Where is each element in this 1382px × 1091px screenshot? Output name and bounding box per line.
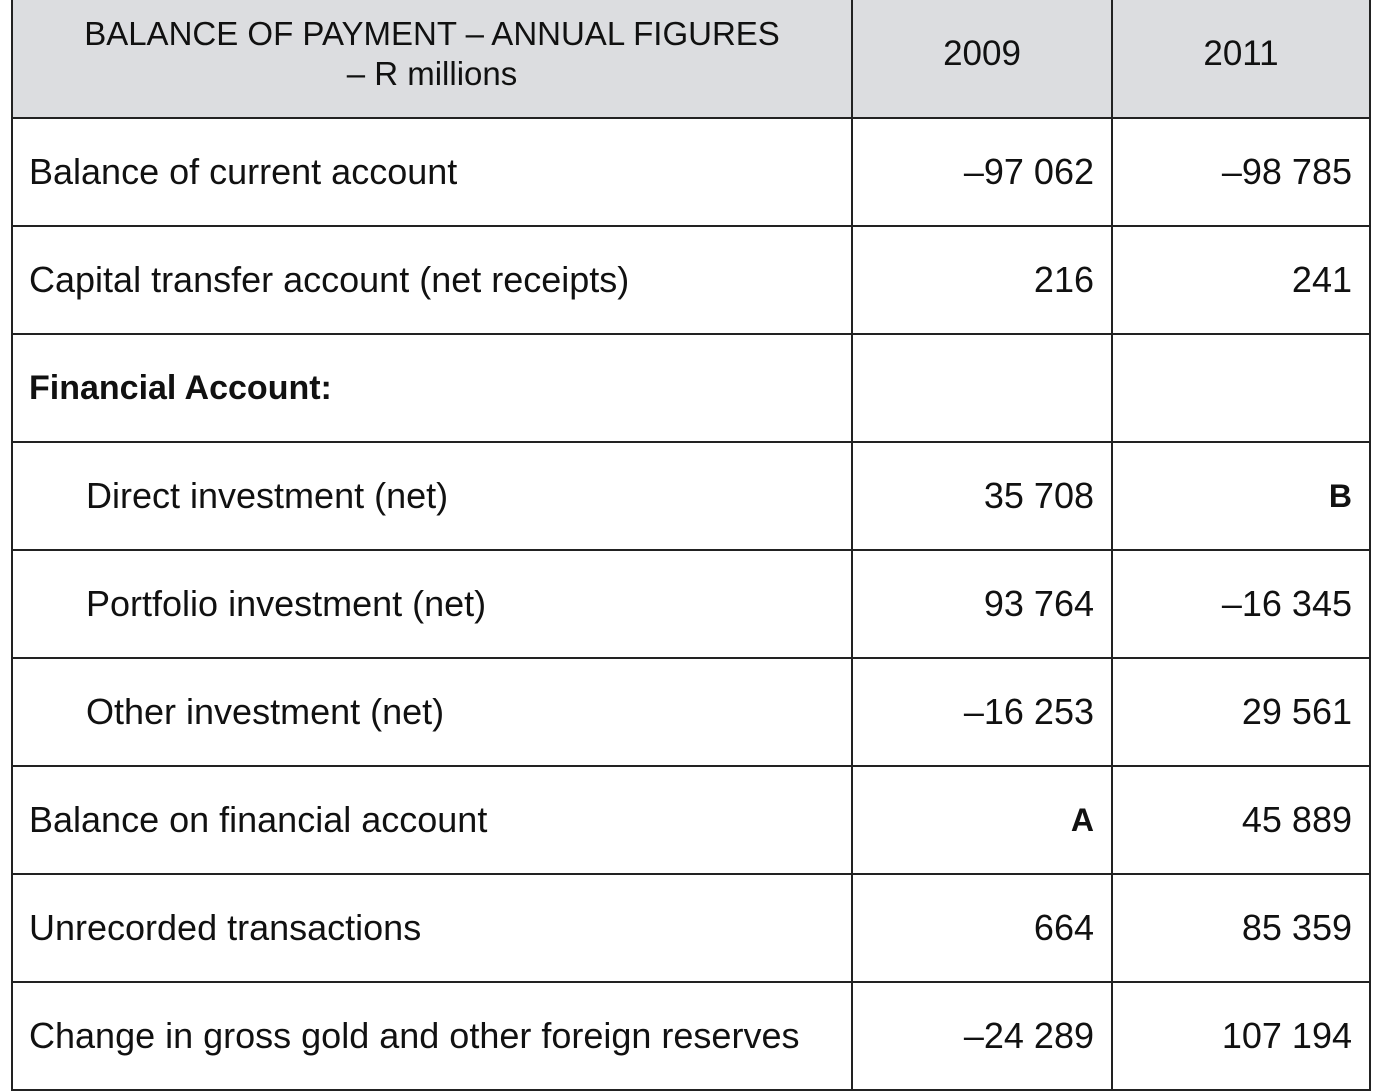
- value-2009: 664: [852, 874, 1112, 982]
- row-label: Other investment (net): [12, 658, 852, 766]
- value-2011: –16 345: [1112, 550, 1370, 658]
- row-label: Balance on financial account: [12, 766, 852, 874]
- value-2011: 45 889: [1112, 766, 1370, 874]
- table-row-other-investment: [12, 658, 1370, 766]
- value-2009: –16 253: [852, 658, 1112, 766]
- table-row-balance-current-account: [12, 118, 1370, 226]
- value-2011: –98 785: [1112, 118, 1370, 226]
- row-label: Change in gross gold and other foreign reserves: [12, 982, 852, 1090]
- value-2009: [852, 334, 1112, 442]
- value-2009: 35 708: [852, 442, 1112, 550]
- value-2009: –97 062: [852, 118, 1112, 226]
- table-row-direct-investment: [12, 442, 1370, 550]
- value-2011: 29 561: [1112, 658, 1370, 766]
- value-2009: 216: [852, 226, 1112, 334]
- value-2009: –24 289: [852, 982, 1112, 1090]
- value-2011: 107 194: [1112, 982, 1370, 1090]
- value-2011-placeholder-b: B: [1112, 442, 1370, 550]
- table-title-line-1: BALANCE OF PAYMENT – ANNUAL FIGURES: [84, 14, 780, 52]
- value-2011: 85 359: [1112, 874, 1370, 982]
- row-label: Unrecorded transactions: [12, 874, 852, 982]
- table-row-unrecorded-transactions: [12, 874, 1370, 982]
- value-2011: 241: [1112, 226, 1370, 334]
- row-label: Capital transfer account (net receipts): [12, 226, 852, 334]
- value-2011: [1112, 334, 1370, 442]
- row-label: Balance of current account: [12, 118, 852, 226]
- header-row: [12, 0, 1370, 118]
- column-header-2009: 2009: [852, 0, 1112, 118]
- table-row-financial-account-heading: [12, 334, 1370, 442]
- table-row-capital-transfer-account: [12, 226, 1370, 334]
- balance-of-payment-table: [11, 0, 1371, 1091]
- table-title-line-2: – R millions: [346, 55, 518, 92]
- table-row-portfolio-investment: [12, 550, 1370, 658]
- table-body: [12, 118, 1370, 1090]
- table-title-cell: [12, 0, 852, 118]
- row-label: Portfolio investment (net): [12, 550, 852, 658]
- row-label: Direct investment (net): [12, 442, 852, 550]
- section-heading: Financial Account:: [12, 334, 852, 442]
- table-row-balance-financial-account: [12, 766, 1370, 874]
- column-header-2011: 2011: [1112, 0, 1370, 118]
- value-2009-placeholder-a: A: [852, 766, 1112, 874]
- value-2009: 93 764: [852, 550, 1112, 658]
- table-header: [12, 0, 1370, 118]
- table-row-change-gold-reserves: [12, 982, 1370, 1090]
